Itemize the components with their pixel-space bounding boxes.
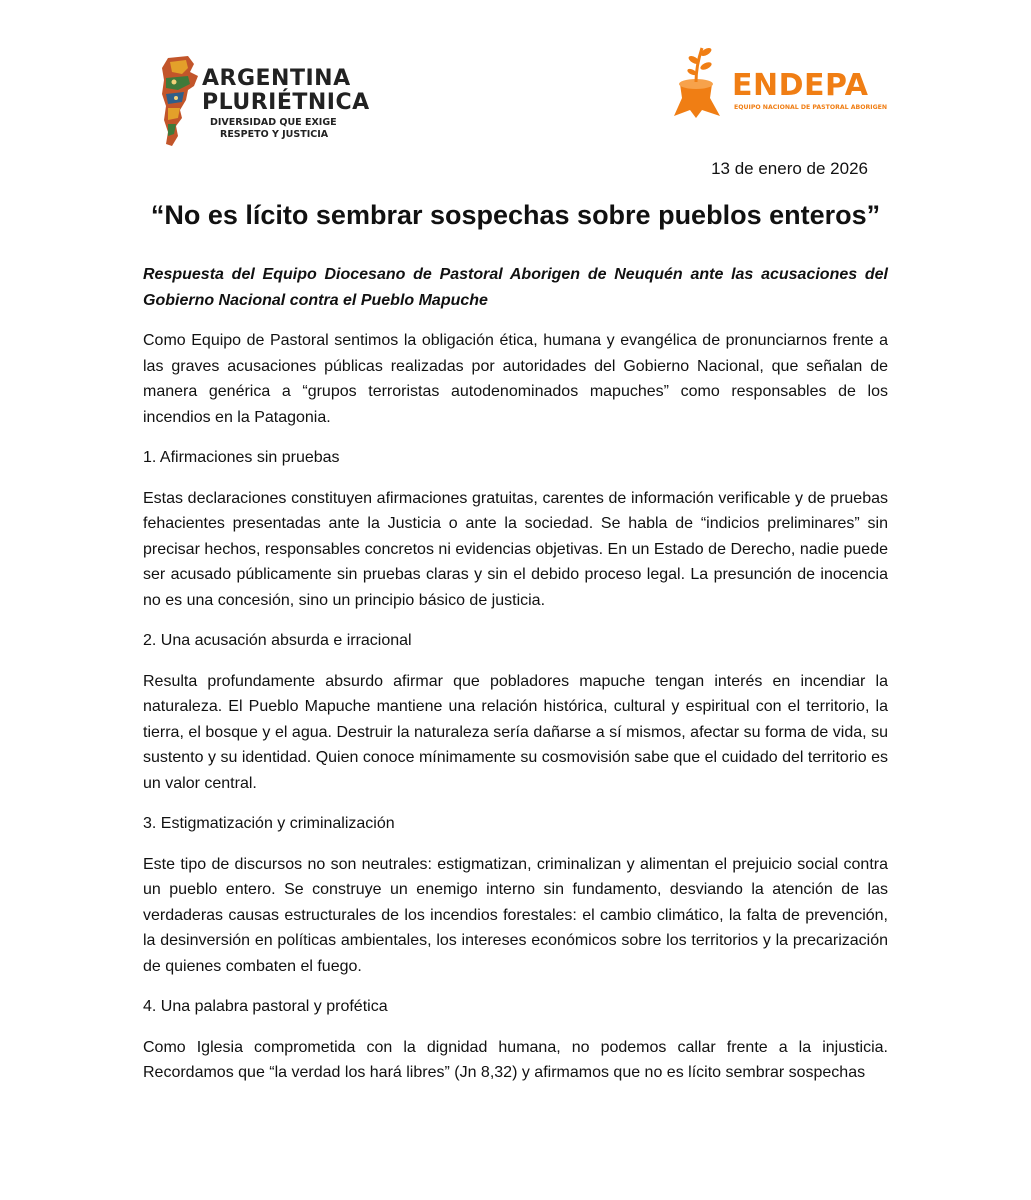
section-paragraph: Resulta profundamente absurdo afirmar que pobladores mapuche tengan interés en incendiar la naturaleza. El Pueblo Mapuche mantiene una relación histórica, cultural y espiritual con el territorio, la tierra, el bosque y el agua. Destruir la naturaleza sería dañarse a sí mismos, afectar su forma de vida, su sustento y su identidad. Quien conoce mínimamente su cosmovisión sabe que el cuidado del territorio es un valor central.: [143, 672, 888, 792]
section-heading: 2. Una acusación absurda e irracional: [143, 632, 412, 649]
logo-tagline-2: RESPETO Y JUSTICIA: [220, 129, 329, 140]
section-heading: 3. Estigmatización y criminalización: [143, 815, 395, 832]
logo-title-plurietnica: PLURIÉTNICA: [202, 90, 370, 115]
section-heading: 1. Afirmaciones sin pruebas: [143, 449, 340, 466]
section-paragraph: Este tipo de discursos no son neutrales: estigmatizan, criminalizan y alimentan el prejuicio social contra un pueblo entero. Se construye un enemigo interno sin fundamento, desviando la atención de las verdaderas causas estructurales de los incendios forestales: el cambio climático, la falta de prevención, la desinversión en políticas ambientales, los intereses económicos sobre los territorios y la precarización de quienes combaten el fuego.: [143, 855, 888, 975]
section-paragraph: Estas declaraciones constituyen afirmaciones gratuitas, carentes de información verificable y de pruebas fehacientes presentadas ante la Justicia o ante la sociedad. Se habla de “indicios preliminares” sin precisar hechos, responsables concretos ni evidencias objetivas. En un Estado de Derecho, nadie puede ser acusado públicamente sin pruebas claras y sin el debido proceso legal. La presunción de inocencia no es una concesión, sino un principio básico de justicia.: [143, 489, 888, 609]
logo-tagline-1: DIVERSIDAD QUE EXIGE: [210, 117, 337, 128]
tree-stump-sprout-icon: [662, 40, 734, 120]
section-paragraph: Como Iglesia comprometida con la dignidad humana, no podemos callar frente a la injusticia. Recordamos que “la verdad los hará libres” (Jn 8,32) y afirmamos que no es lícito sembrar sospechas: [143, 1038, 888, 1081]
argentina-pluriétnica-logo: [158, 54, 370, 150]
logo-title-argentina: ARGENTINA: [202, 66, 351, 91]
endepa-logo: [662, 40, 890, 120]
intro-paragraph: Como Equipo de Pastoral sentimos la obligación ética, humana y evangélica de pronunciarnos frente a las graves acusaciones públicas realizadas por autoridades del Gobierno Nacional, que señalan de manera genérica a “grupos terroristas autodenominados mapuches” como responsables de los incendios en la Patagonia.: [143, 332, 888, 426]
endepa-subtitle: EQUIPO NACIONAL DE PASTORAL ABORIGEN: [734, 104, 888, 111]
document-date: 13 de enero de 2026: [711, 159, 868, 178]
document-subtitle: Respuesta del Equipo Diocesano de Pastoral Aborigen de Neuquén ante las acusaciones del Gobierno Nacional contra el Pueblo Mapuche: [143, 266, 888, 309]
section-heading: 4. Una palabra pastoral y profética: [143, 998, 388, 1015]
endepa-title: ENDEPA: [732, 68, 869, 103]
argentina-map-icon: [158, 54, 208, 150]
document-body: [143, 262, 888, 1101]
document-title: “No es lícito sembrar sospechas sobre pueblos enteros”: [150, 200, 881, 230]
